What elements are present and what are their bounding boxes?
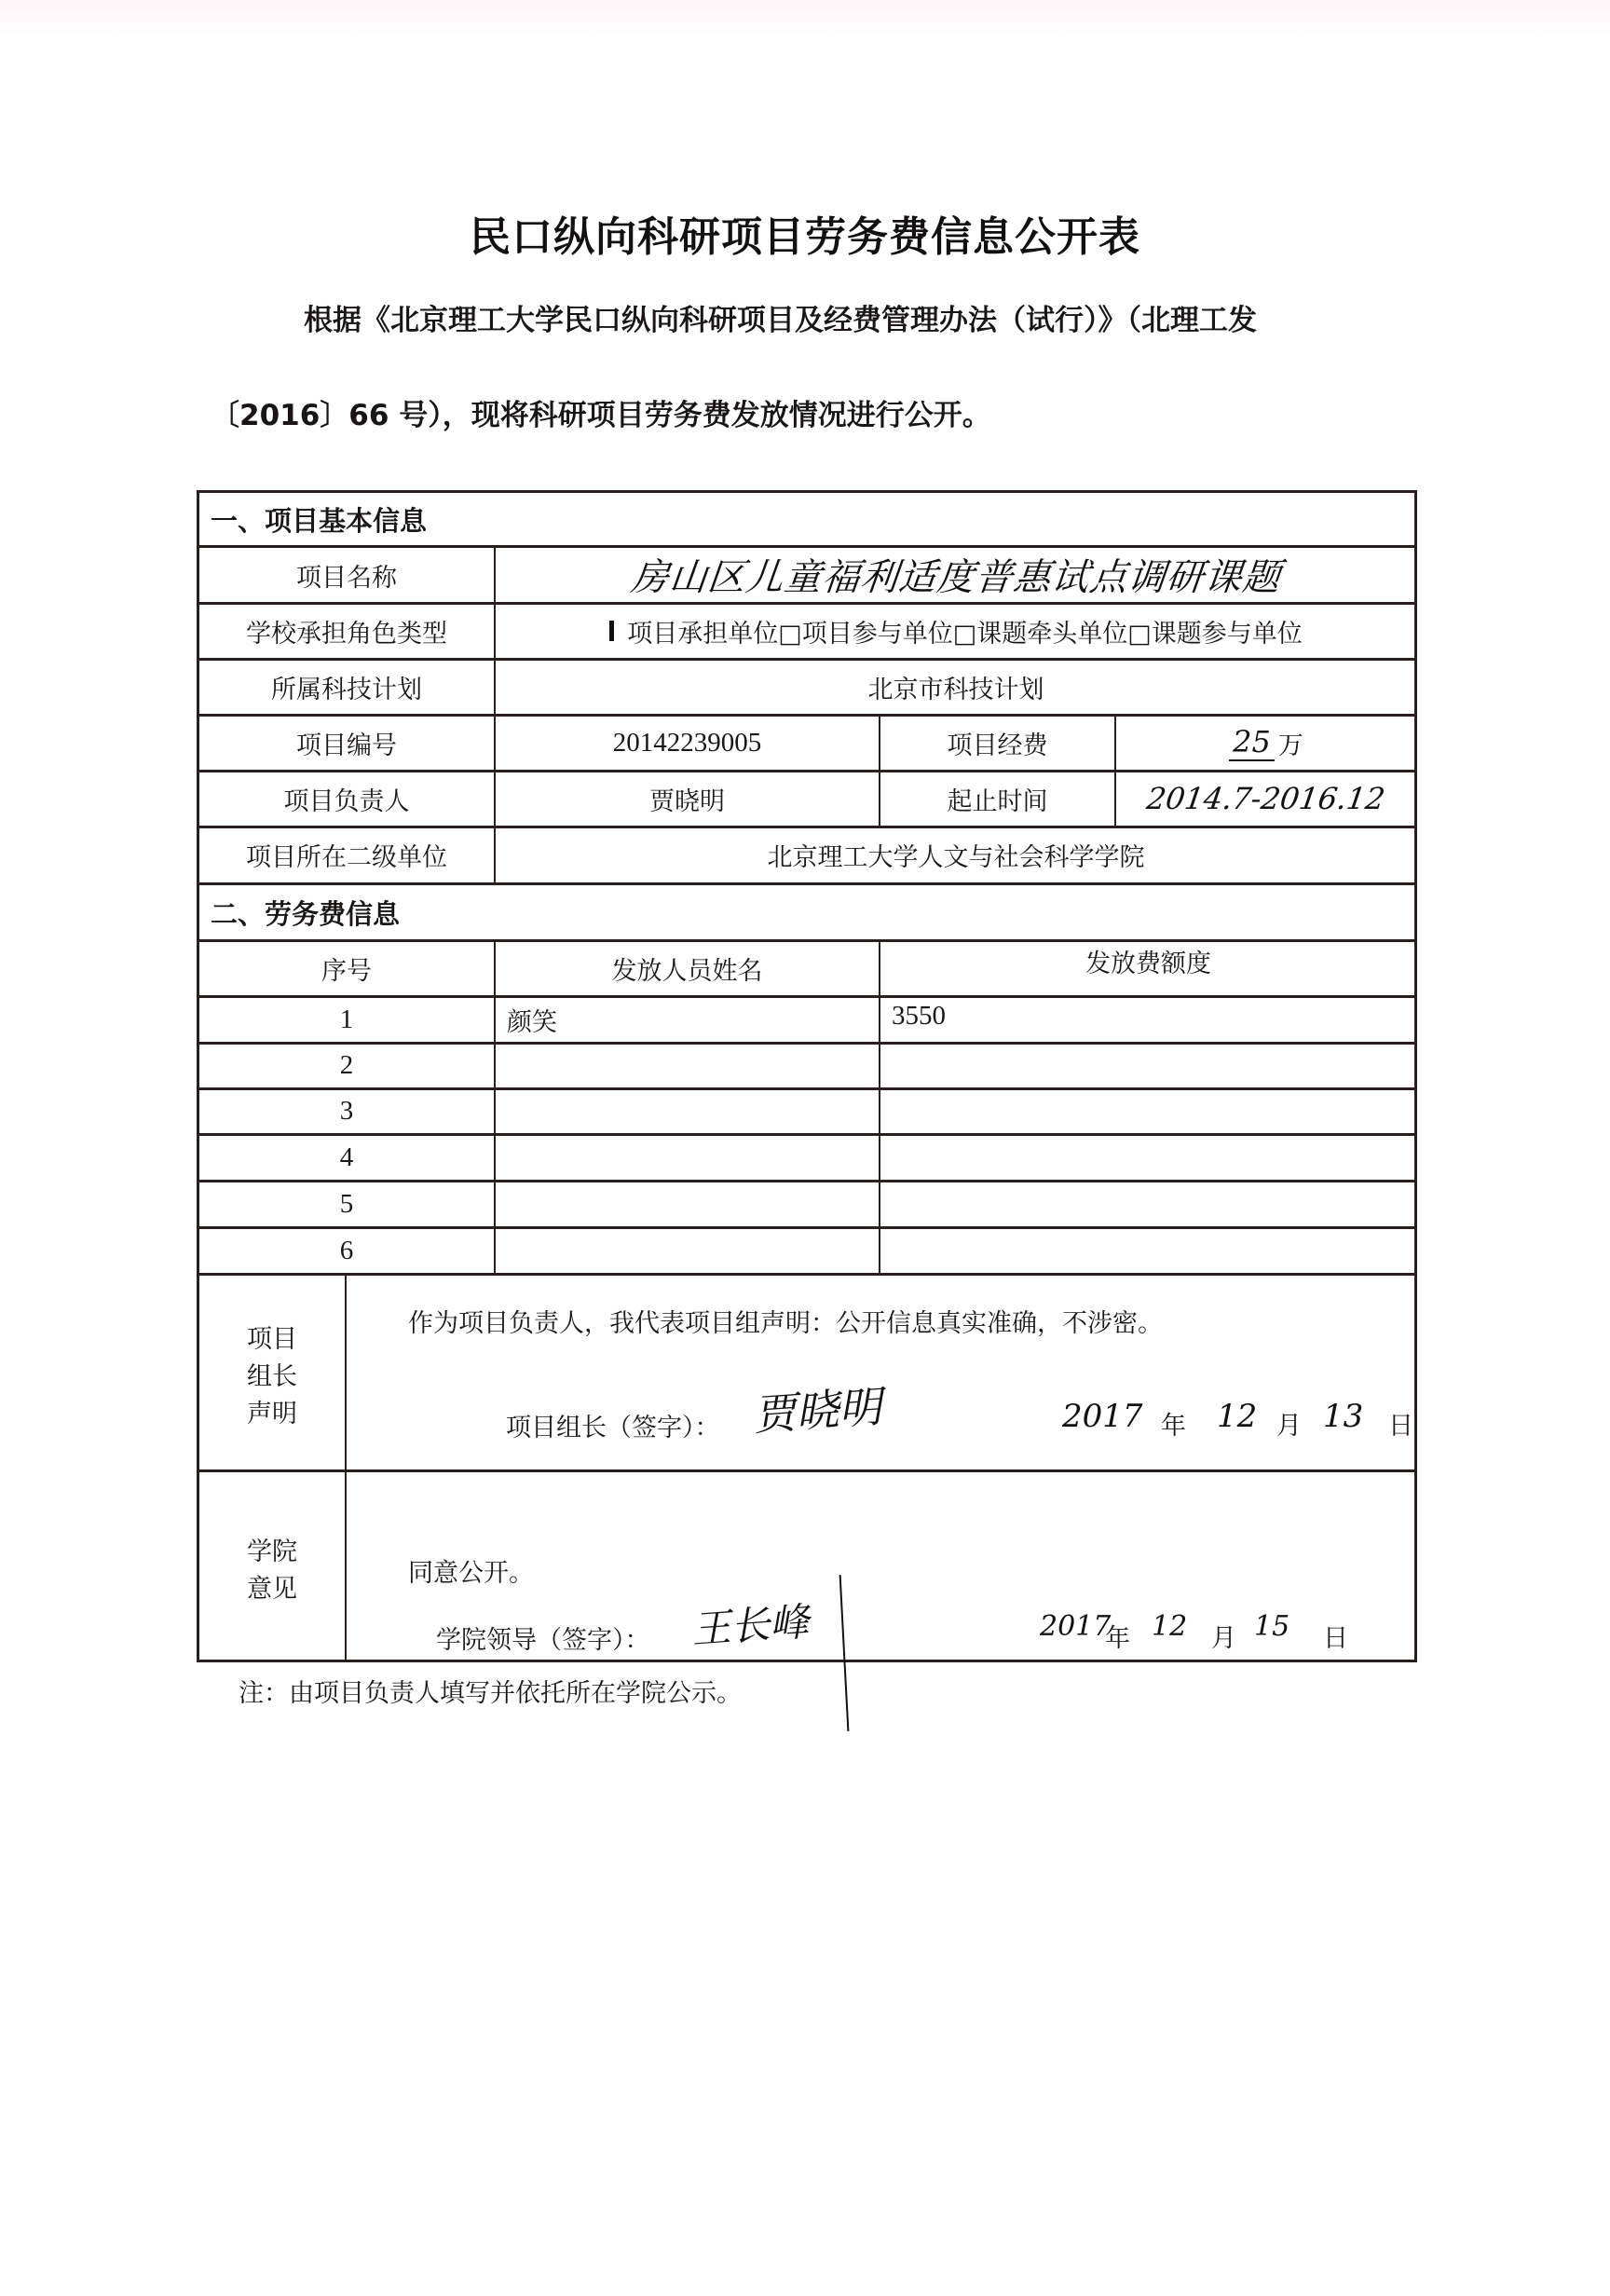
declaration-date-day: 13 — [1323, 1398, 1364, 1435]
table-row-no: 6 — [339, 1235, 354, 1265]
declaration-date-month-suffix: 月 — [1276, 1412, 1302, 1441]
table-row-name — [496, 1228, 879, 1273]
role-type-options: 项目承担单位□项目参与单位□课题牵头单位□课题参与单位 — [627, 619, 1303, 649]
college-opinion-label — [198, 1534, 347, 1608]
value-project-number: 20142239005 — [612, 727, 762, 758]
declaration-date-year-suffix: 年 — [1161, 1412, 1186, 1441]
table-row-no: 5 — [339, 1188, 354, 1219]
college-date-day: 15 — [1254, 1610, 1290, 1643]
footnote: 注：由项目负责人填写并依托所在学院公示。 — [239, 1679, 742, 1708]
college-opinion-label-line: 意见 — [247, 1575, 297, 1604]
declaration-label — [198, 1321, 347, 1433]
declaration-date-year: 2017 — [1062, 1398, 1143, 1435]
leader-signature: 贾晓明 — [751, 1381, 883, 1441]
label-unit: 项目所在二级单位 — [246, 843, 447, 872]
label-plan: 所属科技计划 — [271, 675, 422, 704]
table-row-no: 3 — [339, 1096, 354, 1126]
divider — [197, 1273, 1417, 1276]
value-plan: 北京市科技计划 — [867, 675, 1044, 704]
table-row-amount: 3550 — [892, 1000, 946, 1031]
table-row-name — [496, 1135, 879, 1180]
handwritten-period: 2014.7-2016.12 — [1144, 781, 1388, 816]
table-row-no: 2 — [339, 1050, 354, 1080]
declaration-label-line: 声明 — [247, 1400, 297, 1428]
college-date-day-suffix: 日 — [1323, 1624, 1348, 1653]
college-date-year: 2017 — [1040, 1610, 1112, 1643]
document-title: 民口纵向科研项目劳务费信息公开表 — [470, 213, 1140, 261]
table-row-no: 4 — [339, 1141, 354, 1172]
label-leader: 项目负责人 — [283, 786, 410, 816]
label-period: 起止时间 — [947, 786, 1048, 816]
intro-line-1: 根据《北京理工大学民口纵向科研项目及经费管理办法（试行）》（北理工发 — [304, 304, 1257, 337]
value-unit: 北京理工大学人文与社会科学学院 — [767, 843, 1145, 872]
value-role-type — [496, 604, 1416, 658]
checked-mark-icon — [609, 621, 614, 641]
table-row-no: 1 — [339, 1004, 354, 1034]
table-row-amount — [880, 1089, 1416, 1133]
table-row-amount — [880, 1135, 1416, 1180]
label-project-name: 项目名称 — [296, 563, 397, 593]
value-leader: 贾晓明 — [649, 786, 725, 816]
declaration-label-line: 项目 — [247, 1325, 297, 1354]
college-leader-signature: 王长峰 — [689, 1598, 811, 1653]
label-role-type: 学校承担角色类型 — [246, 619, 447, 649]
table-row-name — [496, 1089, 879, 1133]
section-heading-labor-fee: 二、劳务费信息 — [211, 897, 401, 930]
declaration-text: 作为项目负责人，我代表项目组声明：公开信息真实准确，不涉密。 — [408, 1309, 1163, 1338]
table-row-name — [496, 1182, 879, 1226]
declaration-date-day-suffix: 日 — [1388, 1412, 1413, 1441]
section-heading-basic-info: 一、项目基本信息 — [211, 504, 428, 537]
column-header-name: 发放人员姓名 — [611, 957, 763, 986]
table-row-name: 颜笑 — [507, 1007, 557, 1037]
value-project-name — [496, 546, 1416, 602]
college-date-month: 12 — [1152, 1610, 1188, 1643]
college-opinion-label-line: 学院 — [247, 1538, 297, 1566]
handwritten-funding: 25 — [1229, 724, 1275, 761]
divider — [197, 1469, 1417, 1472]
table-row-name — [496, 1044, 879, 1087]
label-project-number: 项目编号 — [296, 731, 397, 760]
declaration-label-line: 组长 — [247, 1362, 297, 1391]
column-header-no: 序号 — [321, 957, 372, 986]
value-period — [1116, 772, 1416, 826]
college-opinion-text: 同意公开。 — [408, 1559, 534, 1588]
college-date-year-suffix: 年 — [1105, 1624, 1130, 1653]
table-row-amount — [880, 1228, 1416, 1273]
intro-line-2: 〔2016〕66 号），现将科研项目劳务费发放情况进行公开。 — [211, 399, 991, 432]
table-row-amount — [880, 1182, 1416, 1226]
declaration-sign-label: 项目组长（签字）： — [506, 1414, 720, 1442]
college-date-month-suffix: 月 — [1211, 1624, 1236, 1653]
column-header-amount: 发放费额度 — [1085, 950, 1211, 978]
college-sign-label: 学院领导（签字）： — [436, 1626, 650, 1655]
funding-unit: 万 — [1277, 731, 1303, 760]
table-row-amount — [880, 1044, 1416, 1087]
handwritten-project-name: 房山区儿童福利适度普惠试点调研课题 — [628, 555, 1283, 599]
value-funding — [1116, 716, 1416, 770]
declaration-date-month: 12 — [1217, 1398, 1258, 1435]
label-funding: 项目经费 — [947, 731, 1048, 760]
